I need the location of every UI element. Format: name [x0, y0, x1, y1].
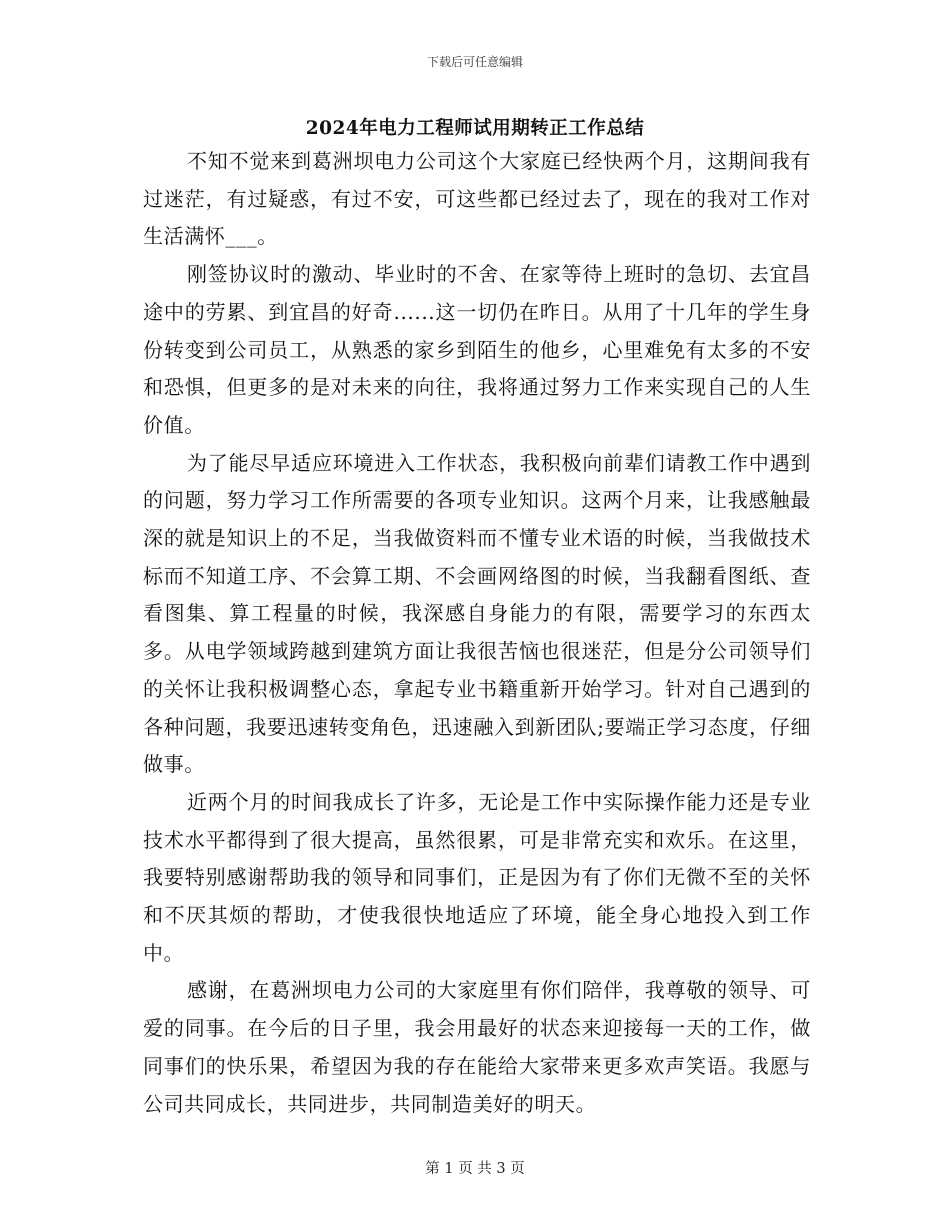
paragraph-5: 感谢，在葛洲坝电力公司的大家庭里有你们陪伴，我尊敬的领导、可爱的同事。在今后的日子里，我会用最好的状态来迎接每一天的工作，做同事们的快乐果，希望因为我的存在能给大家带来更多欢声笑语。我愿与公司共同成长，共同进步，共同制造美好的明天。 — [143, 978, 811, 1116]
paragraph-4: 近两个月的时间我成长了许多，无论是工作中实际操作能力还是专业技术水平都得到了很大提高，虽然很累，可是非常充实和欢乐。在这里，我要特别感谢帮助我的领导和同事们，正是因为有了你们无微不至的关怀和不厌其烦的帮助，才使我很快地适应了环境，能全身心地投入到工作中。 — [143, 789, 811, 965]
document-body — [143, 143, 811, 1123]
paragraph-1: 不知不觉来到葛洲坝电力公司这个大家庭已经快两个月，这期间我有过迷茫，有过疑惑，有过不安，可这些都已经过去了，现在的我对工作对生活满怀___。 — [143, 149, 811, 249]
page-number: 第 1 页 共 3 页 — [425, 1161, 525, 1177]
paragraph-2: 刚签协议时的激动、毕业时的不舍、在家等待上班时的急切、去宜昌途中的劳累、到宜昌的好奇......这一切仍在昨日。从用了十几年的学生身份转变到公司员工，从熟悉的家乡到陌生的他乡，心里难免有太多的不安和恐惧，但更多的是对未来的向往，我将通过努力工作来实现自己的人生价值。 — [143, 262, 811, 437]
document-title: 2024年电力工程师试用期转正工作总结 — [305, 118, 645, 139]
paragraph-3: 为了能尽早适应环境进入工作状态，我积极向前辈们请教工作中遇到的问题，努力学习工作所需要的各项专业知识。这两个月来，让我感触最深的就是知识上的不足，当我做资料而不懂专业术语的时候，当我做技术标而不知道工序、不会算工期、不会画网络图的时候，当我翻看图纸、查看图集、算工程量的时候，我深感自身能力的有限，需要学习的东西太多。从电学领域跨越到建筑方面让我很苦恼也很迷茫，但是分公司领导们的关怀让我积极调整心态，拿起专业书籍重新开始学习。针对自己遇到的各种问题，我要迅速转变角色，迅速融入到新团队;要端正学习态度，仔细做事。 — [143, 450, 811, 777]
header-note: 下载后可任意编辑 — [426, 55, 523, 69]
